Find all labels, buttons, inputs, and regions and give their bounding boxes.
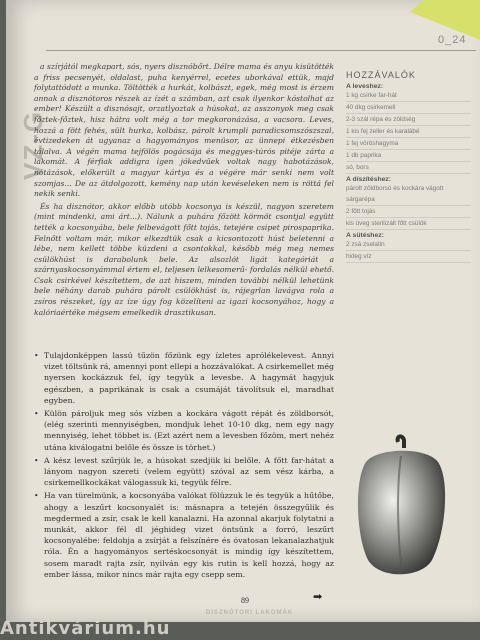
step-item [34,490,334,580]
page-number: 89 [241,596,249,605]
step-item [34,455,334,489]
ingredient-item: kis üveg sterilizált főtt csülök [346,218,471,230]
ingredient-item: 40 dkg csirkemell [346,102,471,114]
step-item [34,350,334,406]
top-rule [46,50,476,51]
ingredient-item: 2 főtt tojás [346,206,471,218]
ingredient-item: 1 db paprika [346,150,471,162]
recipe-steps [34,350,334,582]
ingredient-item: só, bors [346,162,471,174]
bullet-icon: • [34,351,39,360]
step-item [34,408,334,453]
ingredient-item: 2 zsá zselatin [346,239,471,251]
pepper-photo [346,432,456,582]
intro-paragraph: És ha disznótor, akkor előbb utóbb kocsonya is készül, nagyon szeretem (mint mindenki, ami árt...). Nálunk a puhára főzött körmöt csontjal együtt tették a kocsonyába, bele felbevágott főtt tojás, tetejére csipet pirospaprika. Felnőtt voltam már, mikor elkezdtük csak a kicsontozott húst beletenni a lébe, nem kellett többe küzdeni a csontokkal, később még meg nemes csülökhúst is darabolunk bele. Az alsozlót ligát kategóriát a szárnyaskocsonyámmal értem el, teljesen lelkesomerű- fordalás nélkül ehető. Csak csirkével készítettem, de azt hiszem, minden további nélkül lehetünk bele néhány darab puhára párolt csülökhúst is, rájegrlan lavágva rola a zsíros részeket, így az íze úgy fog közelíteni az igazi kocsonyához, hogy a kalóriaértéke mégsem emelkedik drasztikusan. [34,201,334,317]
ingredient-group-title: A sütéshez: [346,232,384,239]
intro-paragraph: a szírjától megkapart, sós, nyers disznóbőrt. Délre mama és anyu kisütötték a friss pecsenyét, oldalast, puha kenyérrel, ecetes uborkával ettük, majd folytattódott a munka. Töltötték a hurkát, kolbászt, egek, még most is érzem annak a disznótoros részek az ízét a számban, azt csak ilyenkor kóstolhat az ember! Készült a disznósajt, orzatlyoztak a húsokat, az asszonyok meg csak főztek-főztek, hisz hátra volt még a tor megkoronázása, a vacsora. Leves, hozzá a fött fehés, sült hurka, kolbász, párolt krumpli paradicsomszószszal, évtizedeken át ugyanaz a hagyományos menüsor, az ünnepi étkezésben tálalva. A végén mama tejfölös pogácsája és meggyes-túrós pitéje zárta a lakomát. A férfiak addigra igen jókedvűek voltak nagy habotázások, nótázások, előkerült a magyar kártya és a végére már senki nem volt szomjas... De az átdolgozott, kemény nap után kevéseleken nem is röttá fel nekik senki. [34,62,334,199]
bullet-icon: • [34,491,39,501]
step-text: Külön pároljuk meg sós vízben a kockára vágott répát és zöldborsót, (elég szerinti mennyiségben, mondjuk lehet 10-10 dkg, nem egy nagy mennyiség, lehet többet is. (Ezt azért nem a levesben főzöm, mert nehéz utána kiválogatni belőle és össze is törhet.) [44,409,334,452]
ingredient-group-title: A leveshez: [346,83,384,90]
bullet-icon: • [34,409,39,419]
ingredient-item: 1 kg csirke far-hát [346,90,471,102]
next-arrow-icon: ➡ [313,590,323,603]
footer-title: DISZNÓTORI LAKOMÁK [206,610,294,616]
watermark: Antikvárium.hu [0,618,171,639]
vertical-title: VZ-G [18,109,48,180]
step-text: Ha van türelmünk, a kocsonyába valókat fölüzzuk le és tegyük a hűtőbe, ahogy a leszűrt kocsonyalét is: másnapra a tetején összegyűlik és megdermed a zsír, csak le kell kanalazni. Ha azonnal akarjuk folytatni a munkát, akkor fél dl jéghideg vizet öntsünk a forró, leszűrt kocsonyalébe: feldobja a zsírját a felszínére és óvatosan lekanalazhatjuk róla. Én a hagyományos sertéskocsonyát is mindig így készítettem, sosem maradt rajta zsír, nyilván egy kis rutin is kell hozzá, hogy az ember lássa, mikor nincs már rajta egy csepp sem. [44,491,334,579]
ingredient-item: 1 fej vöröshagyma [346,138,471,150]
intro-text [34,62,334,320]
ingredients-heading: HOZZÁVALÓK [346,70,416,80]
ingredient-item: párolt zöldborsó és kockára vágott sárgarépa [346,183,471,206]
page-code: 0_24 [438,34,467,46]
ingredient-item: 2-3 szál répa és zöldség [346,114,471,126]
book-page [6,0,480,622]
step-text: A kész levest szűrjük le, a húsokat szedjük ki belőle. A főtt far-hátat a lányom nagyon szereti (velem együtt) szóval az sem vész kárba, a csirkemellkockákat válogassuk ki, tegyük félre. [44,455,334,488]
ingredient-group-title: A díszítéshez: [346,176,392,183]
step-text: Tulajdonképpen lassú tűzön főzünk egy ízletes aprólékelevest. Annyi vizet töltsünk rá, amennyi pont ellepi a hozzávalókat. A csirkemellet még nyersen kockázzuk fel, így tegyük a levesbe. A hagymát hagyjuk egészben, a paprikának is csak a csumáját távolítsuk el, maradhat egyben. [44,351,334,405]
ingredients-box [346,70,471,263]
ingredient-item: 1 kis fej zeller és karalábé [346,126,471,138]
bullet-icon: • [34,455,39,465]
ingredient-item: hideg víz [346,251,471,263]
